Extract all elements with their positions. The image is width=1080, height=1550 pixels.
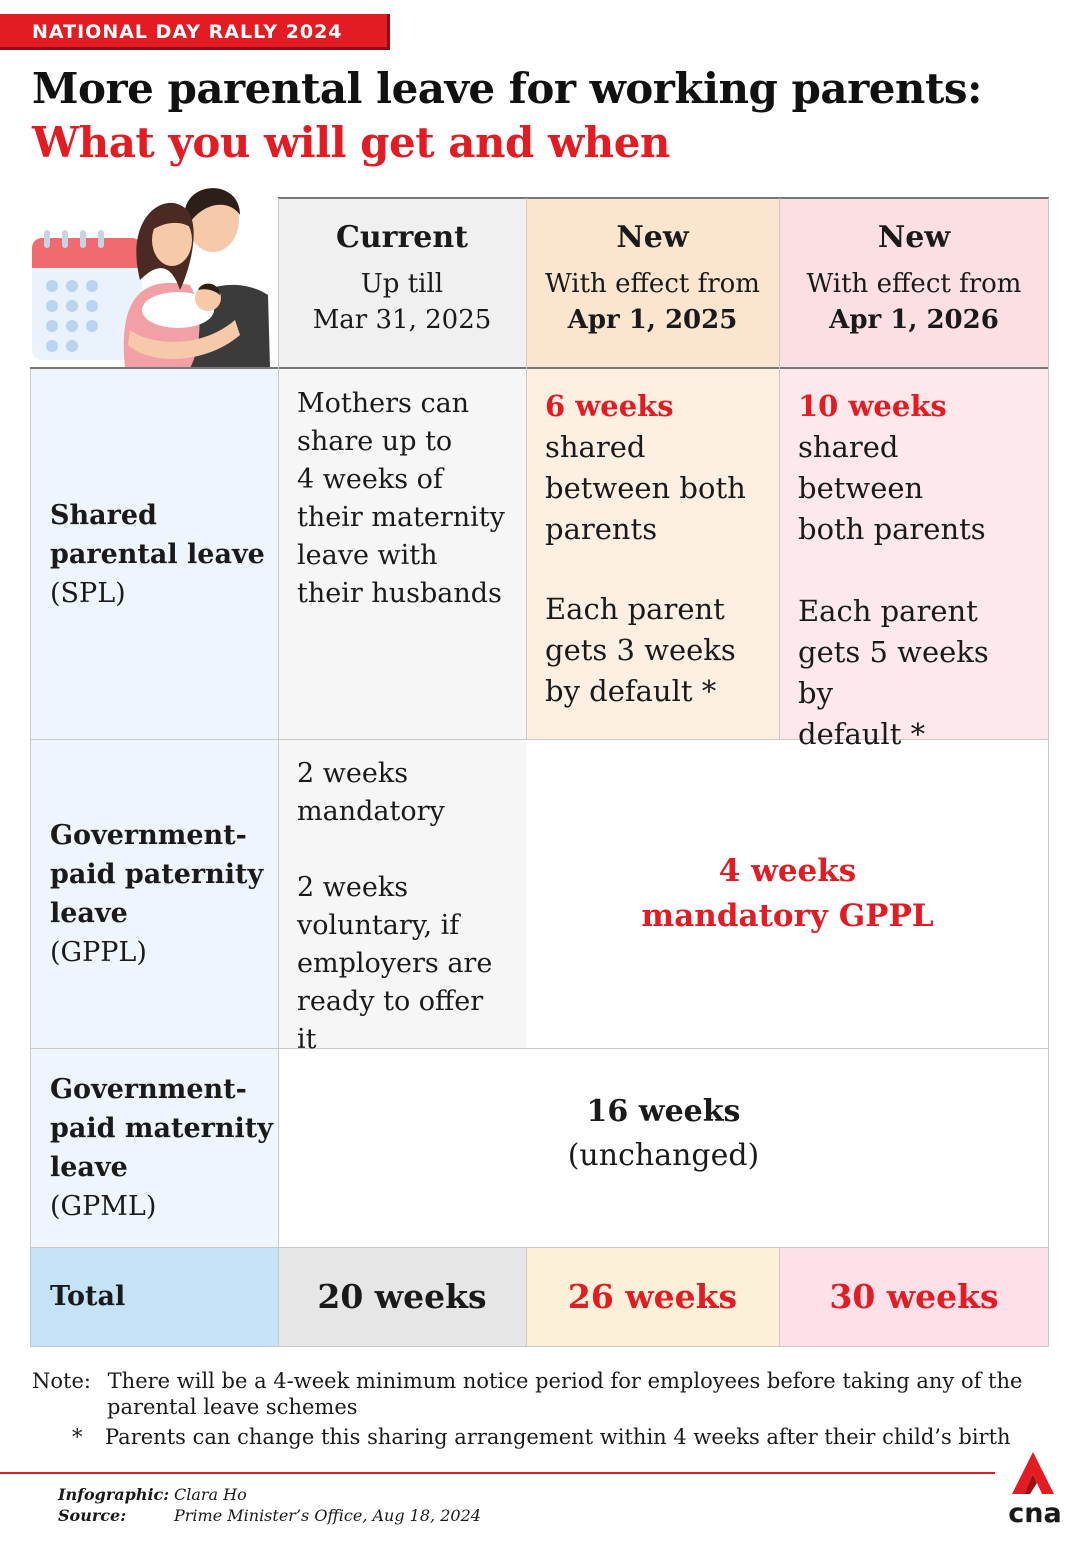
total-current: 20 weeks: [317, 1277, 487, 1316]
gppl-current-line: 2 weeks: [297, 758, 409, 789]
gppl-label-line2: paid paternity: [50, 858, 264, 890]
infographic-label: Infographic:: [58, 1485, 170, 1504]
family-calendar-illustration: [30, 180, 275, 368]
title-line-1: More parental leave for working parents:: [32, 64, 982, 113]
spl-current-line: Mothers can: [297, 388, 470, 419]
gppl-current-line: employers are: [297, 948, 493, 979]
spl-new2025-highlight: 6 weeks: [545, 389, 674, 423]
rally-tag: NATIONAL DAY RALLY 2024: [0, 14, 390, 50]
gpml-value: [278, 1048, 1049, 1247]
spl-new2025-line: parents: [545, 512, 658, 546]
spl-label-line1: Shared: [50, 499, 157, 531]
gppl-current: [278, 739, 526, 1055]
header-current-line2: Mar 31, 2025: [312, 305, 492, 335]
gppl-new: [526, 739, 1049, 1048]
header-current-title: Current: [335, 220, 469, 255]
gppl-current-line: 2 weeks: [297, 872, 409, 903]
header-current-line1: Up till: [360, 269, 444, 299]
gppl-current-line: mandatory: [297, 796, 445, 827]
spl-new2026: [779, 369, 1049, 751]
row-label-total: Total: [50, 1281, 126, 1312]
spl-current-line: their maternity: [297, 502, 505, 533]
header-new2025-line1: With effect from: [545, 269, 760, 299]
gppl-current-line: ready to offer it: [297, 986, 484, 1055]
spl-new2025-default-line: Each parent: [545, 592, 725, 626]
spl-current: [278, 369, 526, 739]
header-new2025: [526, 198, 779, 368]
source-label: Source:: [58, 1506, 127, 1525]
cna-logo-text: cna: [1008, 1498, 1062, 1529]
spl-new2025-default-line: gets 3 weeks: [545, 633, 736, 667]
spl-new2026-line: both parents: [798, 512, 986, 546]
spl-new2025-line: shared: [545, 430, 646, 464]
gppl-label-line4: (GPPL): [50, 936, 147, 968]
header-new2025-title: New: [616, 220, 689, 255]
spl-label-line3: (SPL): [50, 577, 126, 609]
spl-current-line: 4 weeks of: [297, 464, 443, 495]
source-value: Prime Minister’s Office, Aug 18, 2024: [174, 1506, 481, 1525]
row-label-spl: [30, 369, 278, 739]
gppl-label-line3: leave: [50, 897, 128, 929]
spl-current-line: their husbands: [297, 578, 502, 609]
row-label-gpml: [30, 1048, 278, 1247]
spl-new2026-line: shared between: [798, 430, 924, 505]
cna-logo: [1000, 1450, 1070, 1530]
note-star: *: [72, 1425, 83, 1449]
credits: [58, 1484, 481, 1526]
spl-current-line: share up to: [297, 426, 453, 457]
total-new2025: 26 weeks: [567, 1277, 738, 1316]
header-new2026-line1: With effect from: [806, 269, 1022, 299]
header-new2026-title: New: [877, 220, 951, 255]
row-label-gppl: [30, 739, 278, 1048]
gpml-value-line1: 16 weeks: [586, 1093, 741, 1129]
spl-new2025-default-line: by default *: [545, 674, 717, 708]
parents-icon: [124, 188, 270, 368]
gpml-label-line1: Government-: [50, 1073, 247, 1105]
gpml-value-line2: (unchanged): [567, 1137, 760, 1173]
gpml-label-line3: leave: [50, 1151, 128, 1183]
title-line-2: What you will get and when: [32, 118, 670, 167]
note-line-1: [32, 1368, 1022, 1394]
spl-current-line: leave with: [297, 540, 438, 571]
note-text-2: parental leave schemes: [107, 1395, 358, 1419]
spl-new2026-default-line: Each parent: [798, 594, 978, 628]
note-star-text: Parents can change this sharing arrangement within 4 weeks after their child’s birth: [105, 1425, 1011, 1449]
total-new2026: 30 weeks: [829, 1277, 999, 1316]
gppl-current-line: voluntary, if: [297, 910, 460, 941]
gppl-new-line2: mandatory GPPL: [641, 897, 934, 934]
spl-new2026-default-line: default *: [798, 717, 926, 751]
spl-new2026-default-line: gets 5 weeks by: [798, 635, 989, 710]
infographic-value: Clara Ho: [174, 1485, 247, 1504]
spl-new2025: [526, 369, 779, 739]
header-new2026-line2: Apr 1, 2026: [829, 305, 999, 335]
spl-new2025-line: between both: [545, 471, 746, 505]
cna-logo-icon: [1000, 1450, 1070, 1498]
gppl-new-line1: 4 weeks: [718, 852, 857, 889]
header-new2025-line2: Apr 1, 2025: [567, 305, 738, 335]
note-text-1: There will be a 4-week minimum notice period for employees before taking any of the: [107, 1369, 1023, 1393]
gpml-label-line4: (GPML): [50, 1190, 157, 1222]
header-current: [278, 198, 526, 368]
note-label: Note:: [32, 1369, 91, 1393]
gpml-label-line2: paid maternity: [50, 1112, 273, 1144]
gppl-label-line1: Government-: [50, 819, 247, 851]
spl-new2026-highlight: 10 weeks: [798, 389, 947, 423]
spl-label-line2: parental leave: [50, 538, 265, 570]
footer-rule: [0, 1472, 995, 1474]
header-new2026: [779, 198, 1049, 368]
